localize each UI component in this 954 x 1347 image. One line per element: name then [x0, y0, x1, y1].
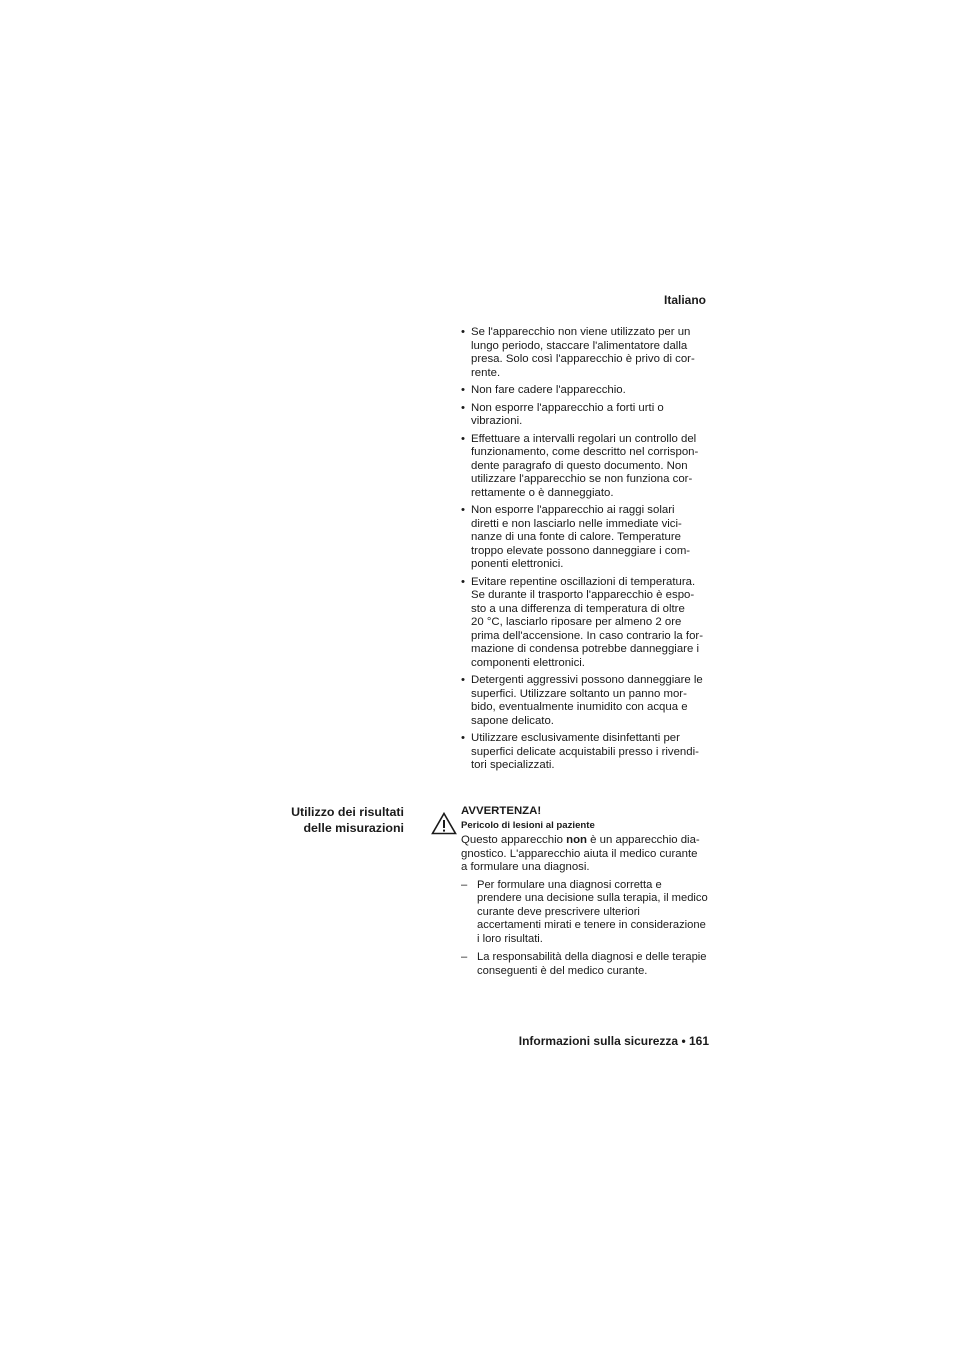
list-item: • Non esporre l'apparecchio ai raggi solari diretti e non lasciarlo nelle immediate vici- nanze di una fonte di calore. Temperature troppo elevate possono danneggiare i com- ponenti elettronici.	[461, 504, 713, 572]
safety-bullet-list	[461, 326, 713, 777]
list-item: • Detergenti aggressivi possono danneggiare le superfici. Utilizzare soltanto un panno mor- bido, eventualmente inumidito con acqua e sapone delicato.	[461, 674, 713, 728]
list-item: • Evitare repentine oscillazioni di temperatura. Se durante il trasporto l'apparecchio è espo- sto a una differenza di temperatura di oltre 20 °C, lasciarlo riposare per almeno 2 ore prima dell'accensione. In caso contrario la for- mazione di condensa potrebbe danneggiare i componenti elettronici.	[461, 576, 713, 671]
emphasis-non: non	[566, 834, 587, 846]
list-item: • Non esporre l'apparecchio a forti urti o vibrazioni.	[461, 402, 713, 429]
list-item: – La responsabilità della diagnosi e delle terapie conseguenti è del medico curante.	[461, 951, 713, 978]
warning-lead-text: Questo apparecchio non è un apparecchio dia- gnostico. L'apparecchio aiuta il medico curante a formulare una diagnosi.	[461, 834, 700, 873]
warning-subtitle: Pericolo di lesioni al paziente	[461, 820, 595, 831]
section-heading: Utilizzo dei risultati delle misurazioni	[291, 805, 404, 835]
list-item: • Utilizzare esclusivamente disinfettanti per superfici delicate acquistabili presso i rivendi- tori specializzati.	[461, 732, 713, 773]
list-item: • Non fare cadere l'apparecchio.	[461, 384, 713, 398]
warning-dash-list	[461, 879, 713, 979]
warning-block	[461, 805, 713, 983]
list-item: – Per formulare una diagnosi corretta e prendere una decisione sulla terapia, il medico curante deve prescrivere ulteriori accertamenti mirati e tenere in considerazione i loro risultati.	[461, 879, 713, 947]
warning-triangle-icon	[431, 812, 457, 835]
list-item: • Effettuare a intervalli regolari un controllo del funzionamento, come descritto nel corrispon- dente paragrafo di questo documento. Non utilizzare l'apparecchio se non funziona cor- rettamente o è danneggiato.	[461, 433, 713, 501]
warning-title: AVVERTENZA!	[461, 805, 542, 817]
list-item: • Se l'apparecchio non viene utilizzato per un lungo periodo, staccare l'alimentatore dalla presa. Solo così l'apparecchio è privo di cor- rente.	[461, 326, 713, 380]
page-footer: Informazioni sulla sicurezza • 161	[518, 1034, 709, 1048]
page-language-label: Italiano	[663, 293, 706, 307]
